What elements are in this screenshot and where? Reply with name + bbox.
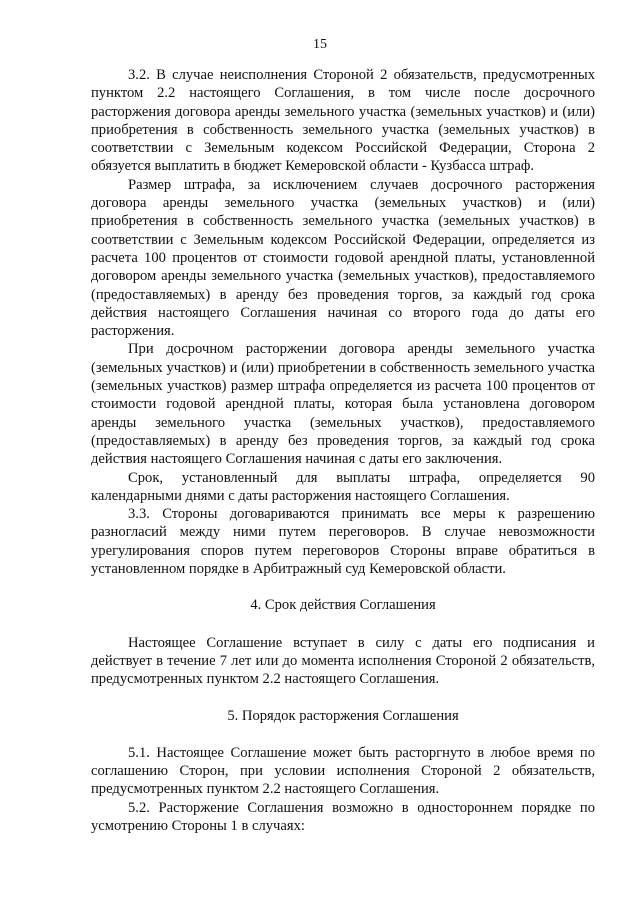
paragraph-fine-amount: Размер штрафа, за исключением случаев досрочного расторжения договора аренды земельного участка (земельных участков) и (или) приобретения в собственность земельного участка (земельных участков) в соответствии с Земельным кодексом Российской Федерации, определяется из расчета 100 процентов от стоимости годовой арендной платы, установленной договором аренды земельного участка (земельных участков), предоставляемого (предоставляемых) в аренду без проведения торгов, за каждый год срока действия настоящего Соглашения начиная со второго года до даты его расторжения. <box>91 176 595 340</box>
page-number: 15 <box>313 37 327 52</box>
document-body <box>91 66 595 835</box>
paragraph-4: Настоящее Соглашение вступает в силу с даты его подписания и действует в течение 7 лет или до момента исполнения Стороной 2 обязательств, предусмотренных пунктом 2.2 настоящего Соглашения. <box>91 634 595 688</box>
section-4-heading: 4. Срок действия Соглашения <box>250 597 436 614</box>
paragraph-3-2: 3.2. В случае неисполнения Стороной 2 обязательств, предусмотренных пунктом 2.2 настоящего Соглашения, в том числе после досрочного расторжения договора аренды земельного участка (земельных участков) и (или) приобретения в собственность земельного участка (земельных участков) в соответствии с Земельным кодексом Российской Федерации, Сторона 2 обязуется выплатить в бюджет Кемеровской области - Кузбасса штраф. <box>91 67 595 175</box>
paragraph-5-1: 5.1. Настоящее Соглашение может быть расторгнуто в любое время по соглашению Сторон, при условии исполнения Стороной 2 обязательств, предусмотренных пунктом 2.2 настоящего Соглашения. <box>91 744 595 798</box>
paragraph-3-3: 3.3. Стороны договариваются принимать все меры к разрешению разногласий между ними путем переговоров. В случае невозможности урегулирования споров путем переговоров Стороны вправе обратиться в установленном порядке в Арбитражный суд Кемеровской области. <box>91 506 595 578</box>
section-5-heading: 5. Порядок расторжения Соглашения <box>227 707 459 724</box>
paragraph-early-termination: При досрочном расторжении договора аренды земельного участка (земельных участков) и (или) приобретении в собственность земельного участка (земельных участков) размер штрафа определяется из расчета 100 процентов от стоимости годовой арендной платы, которая была установлена договором аренды земельного участка (земельных участков), предоставляемого (предоставляемых) в аренду без проведения торгов, за каждый год срока действия настоящего Соглашения начиная с даты его заключения. <box>91 341 595 468</box>
paragraph-5-2: 5.2. Расторжение Соглашения возможно в одностороннем порядке по усмотрению Стороны 1 в случаях: <box>91 799 595 834</box>
paragraph-payment-deadline: Срок, установленный для выплаты штрафа, определяется 90 календарными днями с даты расторжения настоящего Соглашения. <box>91 469 595 504</box>
